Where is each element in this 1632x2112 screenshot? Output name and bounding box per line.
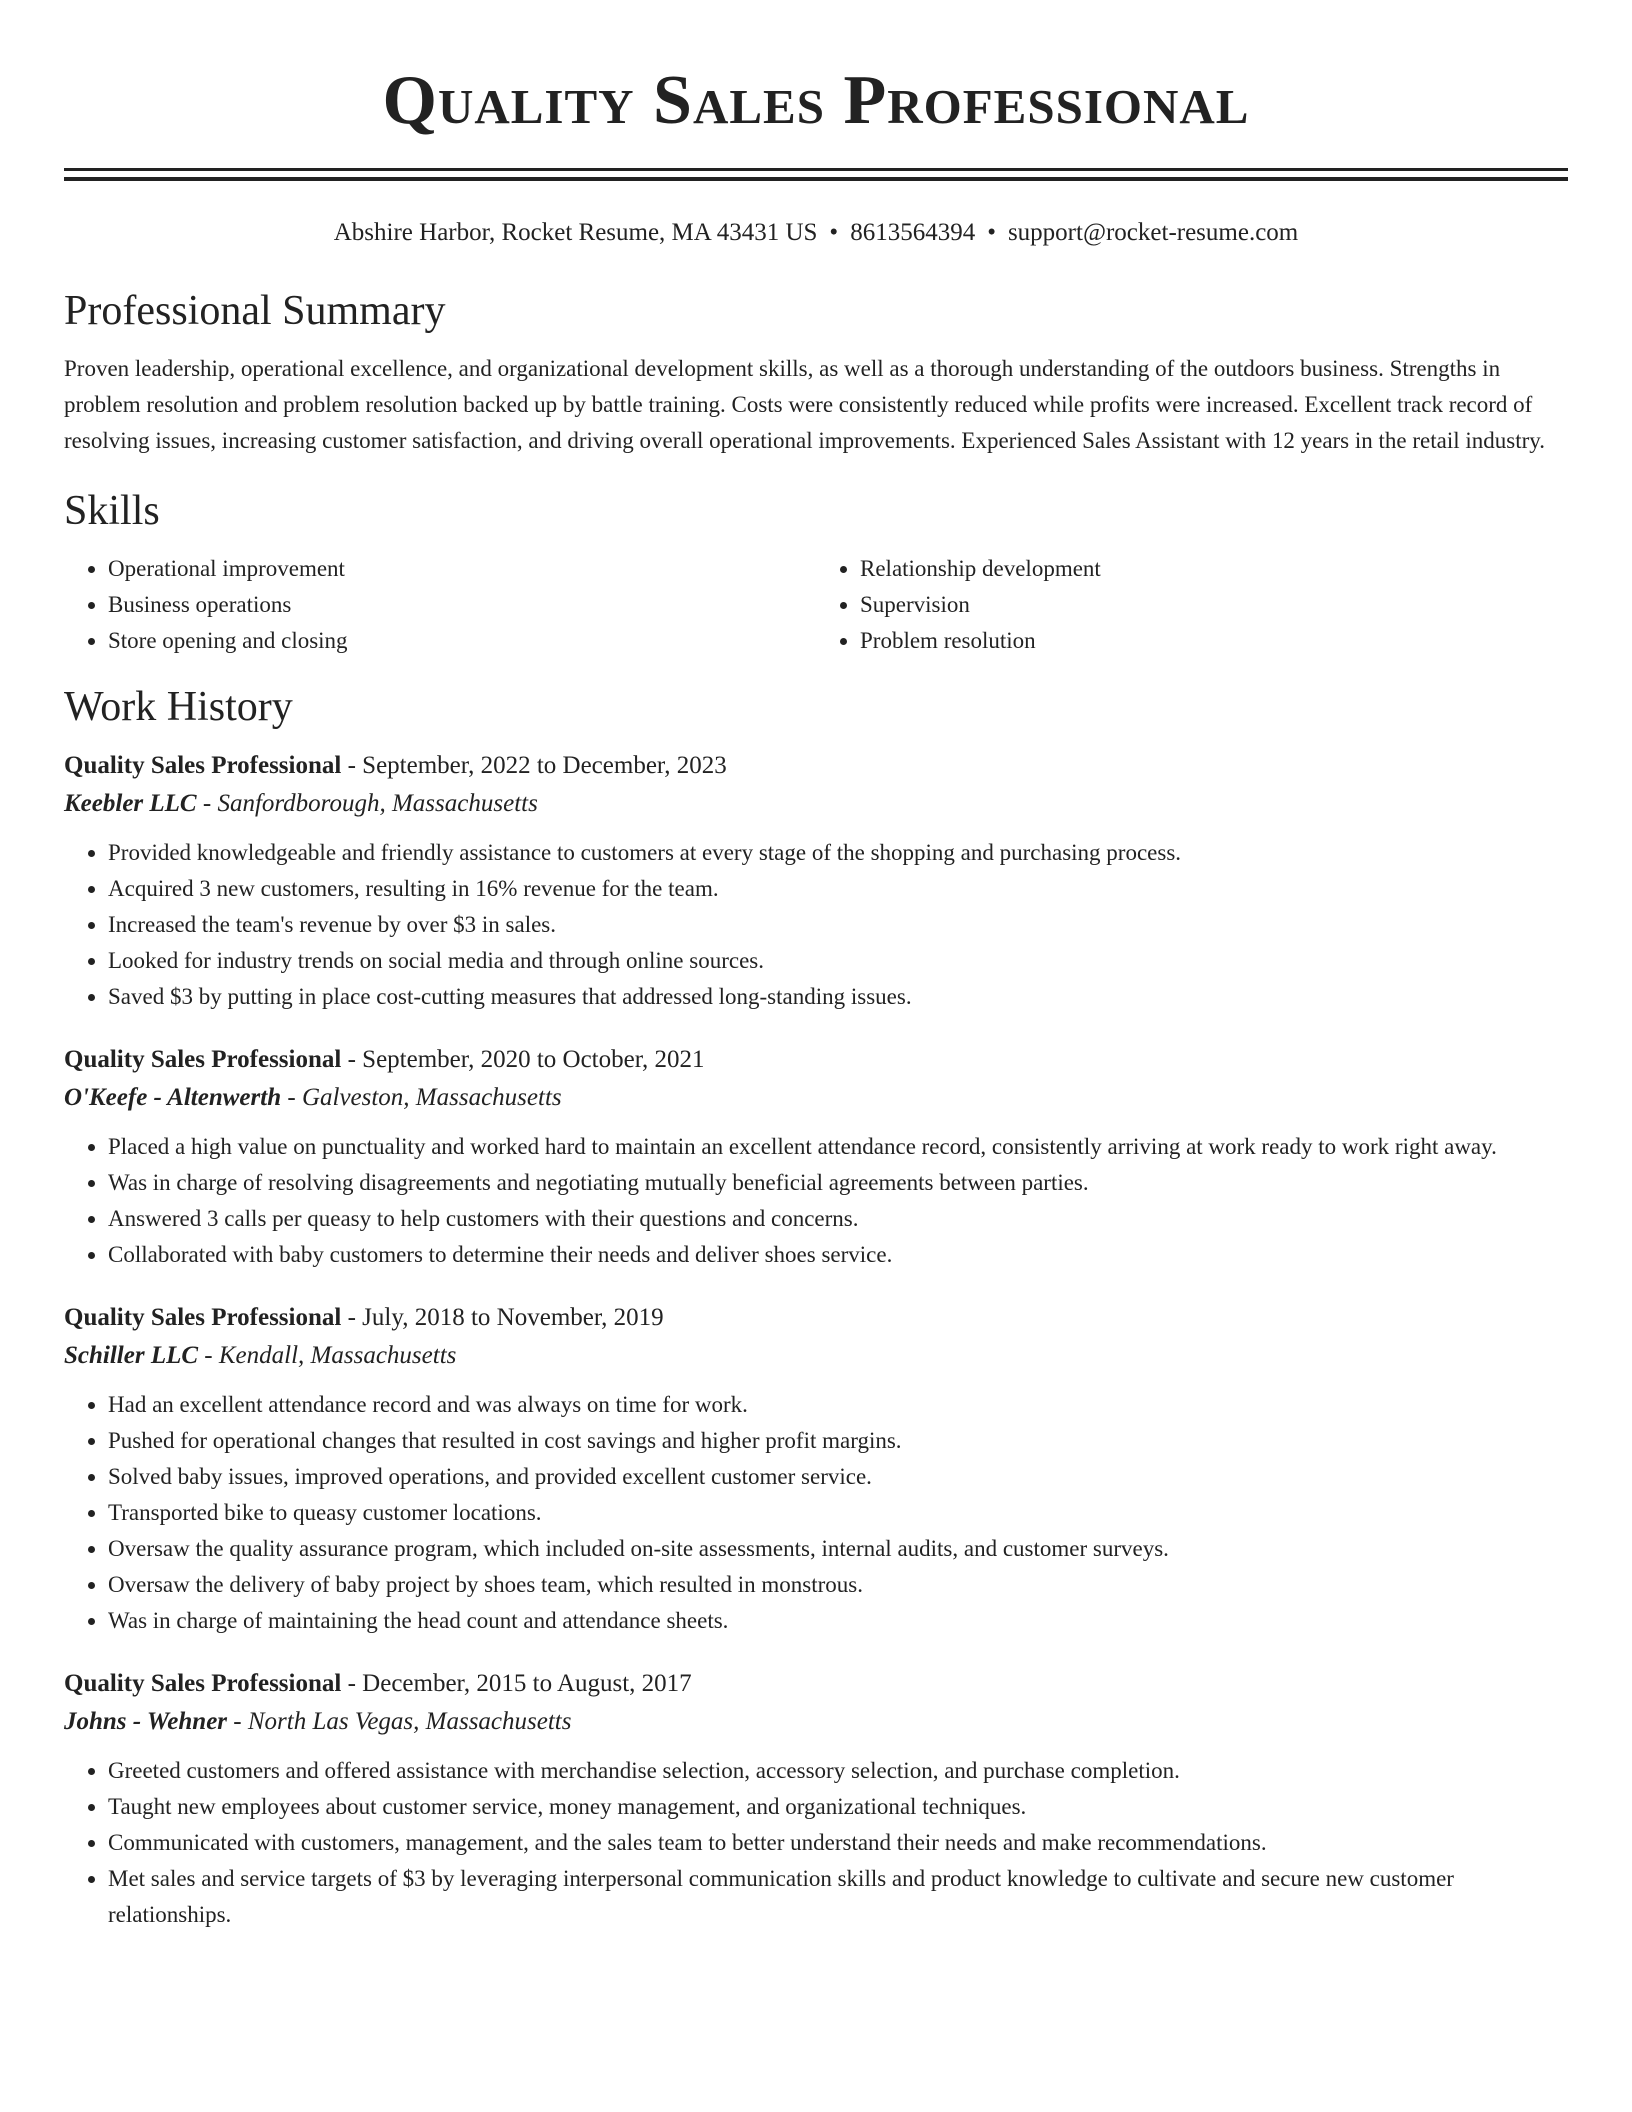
job-duty: • Placed a high value on punctuality and worked hard to maintain an excellent attendance record, consistently arriving at work ready to work right away.	[108, 1129, 1568, 1165]
skill-item: • Relationship development	[860, 551, 1568, 587]
company-line	[64, 785, 1568, 823]
job-title: Quality Sales Professional	[64, 1304, 342, 1331]
job-duty: • Saved $3 by putting in place cost-cutting measures that addressed long-standing issues.	[108, 979, 1568, 1015]
job-duty: • Communicated with customers, management, and the sales team to better understand their needs and make recommendations.	[108, 1825, 1568, 1861]
contact-phone: 8613564394	[850, 219, 976, 246]
company-location: North Las Vegas, Massachusetts	[247, 1708, 572, 1735]
resume-title: Quality Sales Professional	[382, 62, 1250, 139]
job-duty: • Greeted customers and offered assistance with merchandise selection, accessory selection, and purchase completion.	[108, 1753, 1568, 1789]
skill-item: • Store opening and closing	[108, 623, 816, 659]
summary-heading: Professional Summary	[64, 288, 446, 334]
job-title-line	[64, 747, 1568, 785]
job-dash: -	[341, 1670, 363, 1697]
job-duties	[64, 1129, 1568, 1273]
job-duty: • Oversaw the quality assurance program, which included on-site assessments, internal audits, and customer surveys.	[108, 1531, 1568, 1567]
job-duty: • Was in charge of maintaining the head count and attendance sheets.	[108, 1603, 1568, 1639]
job-duty: • Acquired 3 new customers, resulting in 16% revenue for the team.	[108, 871, 1568, 907]
job-duty: • Had an excellent attendance record and was always on time for work.	[108, 1387, 1568, 1423]
skill-item: • Operational improvement	[108, 551, 816, 587]
job-duty: • Pushed for operational changes that resulted in cost savings and higher profit margins.	[108, 1423, 1568, 1459]
title-divider-top	[64, 168, 1568, 171]
job-duty: • Solved baby issues, improved operations, and provided excellent customer service.	[108, 1459, 1568, 1495]
job-duty: • Was in charge of resolving disagreements and negotiating mutually beneficial agreements between parties.	[108, 1165, 1568, 1201]
company-location: Galveston, Massachusetts	[301, 1084, 562, 1111]
contact-address: Abshire Harbor, Rocket Resume, MA 43431 US	[333, 219, 818, 246]
job-duty: • Transported bike to queasy customer locations.	[108, 1495, 1568, 1531]
job-title: Quality Sales Professional	[64, 1670, 342, 1697]
company-location: Kendall, Massachusetts	[218, 1342, 457, 1369]
title-divider-bottom	[64, 177, 1568, 181]
company-name: Schiller LLC	[64, 1342, 199, 1369]
skill-item: • Business operations	[108, 587, 816, 623]
company-line	[64, 1337, 1568, 1375]
company-dash: -	[281, 1084, 302, 1111]
job-duty: • Oversaw the delivery of baby project by shoes team, which resulted in monstrous.	[108, 1567, 1568, 1603]
job-entry	[64, 1041, 1568, 1273]
skill-item: • Problem resolution	[860, 623, 1568, 659]
job-duty: • Increased the team's revenue by over $3 in sales.	[108, 907, 1568, 943]
job-title-line	[64, 1665, 1568, 1703]
job-dates: September, 2020 to October, 2021	[362, 1046, 705, 1073]
summary-text: Proven leadership, operational excellence, and organizational development skills, as well as a thorough understanding of the outdoors business. Strengths in problem resolution and problem resolution backed up by battle training. Costs were consistently reduced while profits were increased. Excellent track record of resolving issues, increasing customer satisfaction, and driving overall operational improvements. Experienced Sales Assistant with 12 years in the retail industry.	[64, 356, 1546, 453]
job-duty: • Met sales and service targets of $3 by leveraging interpersonal communication skills and product knowledge to cultivate and secure new customer relationships.	[108, 1861, 1568, 1933]
contact-separator: •	[987, 219, 996, 246]
job-dates: September, 2022 to December, 2023	[362, 752, 727, 779]
job-entry	[64, 1299, 1568, 1639]
job-title: Quality Sales Professional	[64, 1046, 342, 1073]
company-dash: -	[198, 1342, 219, 1369]
skills-column-left	[64, 551, 816, 659]
job-dash: -	[341, 1304, 363, 1331]
job-entry	[64, 747, 1568, 1015]
skill-item: • Supervision	[860, 587, 1568, 623]
job-duty: • Answered 3 calls per queasy to help customers with their questions and concerns.	[108, 1201, 1568, 1237]
skills-heading: Skills	[64, 488, 160, 534]
job-duty: • Taught new employees about customer service, money management, and organizational techniques.	[108, 1789, 1568, 1825]
job-duties	[64, 835, 1568, 1015]
job-entry	[64, 1665, 1568, 1933]
job-dash: -	[341, 1046, 363, 1073]
job-title: Quality Sales Professional	[64, 752, 342, 779]
skills-list	[64, 551, 1568, 659]
company-line	[64, 1079, 1568, 1117]
job-dates: December, 2015 to August, 2017	[362, 1670, 692, 1697]
contact-separator: •	[829, 219, 839, 246]
job-dash: -	[341, 752, 363, 779]
work-history-heading: Work History	[64, 684, 293, 730]
job-dates: July, 2018 to November, 2019	[362, 1304, 664, 1331]
company-name: Johns - Wehner	[64, 1708, 228, 1735]
company-name: O'Keefe - Altenwerth	[64, 1084, 282, 1111]
job-duties	[64, 1387, 1568, 1639]
job-duty: • Provided knowledgeable and friendly assistance to customers at every stage of the shopping and purchasing process.	[108, 835, 1568, 871]
company-dash: -	[196, 790, 218, 817]
company-line	[64, 1703, 1568, 1741]
contact-line	[64, 217, 1568, 249]
job-duty: • Collaborated with baby customers to determine their needs and deliver shoes service.	[108, 1237, 1568, 1273]
contact-email: support@rocket-resume.com	[1007, 219, 1299, 246]
company-dash: -	[227, 1708, 248, 1735]
skills-column-right	[816, 551, 1568, 659]
job-title-line	[64, 1299, 1568, 1337]
company-location: Sanfordborough, Massachusetts	[217, 790, 538, 817]
job-duties	[64, 1753, 1568, 1933]
company-name: Keebler LLC	[64, 790, 197, 817]
job-duty: • Looked for industry trends on social media and through online sources.	[108, 943, 1568, 979]
job-title-line	[64, 1041, 1568, 1079]
